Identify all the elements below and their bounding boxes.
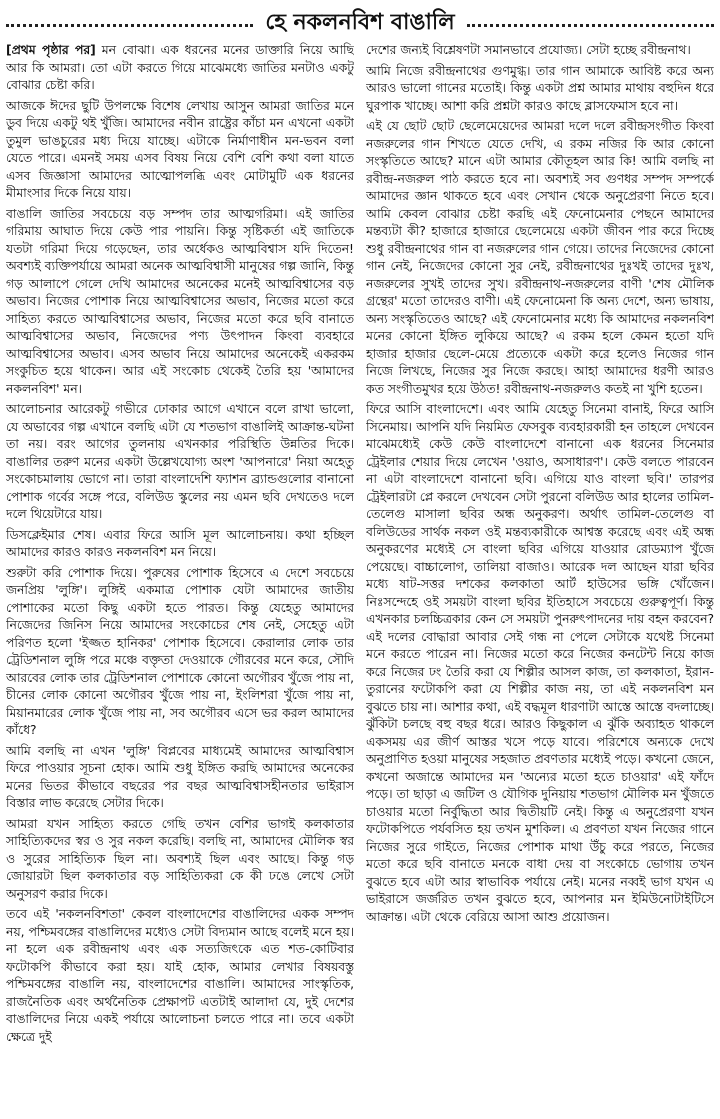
article-body xyxy=(6,42,714,1117)
header-dotted-rule-right xyxy=(467,24,714,27)
paragraph-text: ফিরে আসি বাংলাদেশে। এবং আমি যেহেতু সিনেমা বানাই, ফিরে আসি সিনেমায়। আপনি যদি নিয়মিত ফেসবুক ব্যবহারকারী হন তাহলে দেখবেন মাঝেমধ্যেই কেউ কেউ বাংলাদেশে বানানো এক ধরনের সিনেমার ট্রেইলার শেয়ার দিয়ে লেখেন 'ওয়াও, অসাধারণ'। কেউ বলতে পারবেন না এটা বাংলাদেশে বানানো ছবি। এগিয়ে যাও বাংলা ছবি।' তারপর ট্রেইলারটা প্লে করলে দেখবেন সেটা পুরনো বলিউড আর হালের তামিল-তেলেগু মাসালা ছবির অন্ধ অনুকরণ। অর্থাৎ তামিল-তেলেগু বা বলিউডের সার্থক নকল ওই মন্তব্যকারীকে আশ্বস্ত করেছে এবং এই অন্ধ অনুকরণের মধ্যেই সে বাংলা ছবির এগিয়ে যাওয়ার রোডম্যাপ খুঁজে পেয়েছে। বাচ্চালোগ, তালিয়া বাজাও। আরেক দল আছেন যারা ছবির মধ্যে ষাট-সত্তর দশকের কলকাতা আর্ট হাউসের ভঙ্গি খোঁজেন। নিঃসন্দেহে ওই সময়টা বাংলা ছবির ইতিহাসে সবচেয়ে গুরুত্বপূর্ণ। কিন্তু এখনকার চলচ্চিত্রকার কেন সে সময়টা পুনরুৎপাদনের দায় বহন করবেন? এই দলের বোদ্ধারা আবার সেই গন্ধ না পেলে সেটাকে যথেষ্ট সিনেমা মনে করতে পারেন না। নিজের মতো করে নিজের কনটেন্ট নিয়ে কাজ করে নিজের ঢং তৈরি করা যে শিল্পীর আসল কাজ, তা কলকাতা, ইরান-তুরানের ফটোকপি করা যে শিল্পীর কাজ নয়, তা এই নকলনবিশ মন বুঝতে চায় না। আশার কথা, এই বদ্ধমূল ধারণাটা আস্তে আস্তে বদলাচ্ছে। ঝুঁকিটা চলছে বহু বছর ধরে। আরও কিছুকাল এ ঝুঁকি অব্যাহত থাকলে একসময় এর জীর্ণ আস্তর খসে পড়ে যাবে। পরিশেষে অন্যকে দেখে অনুপ্রাণিত হওয়া মানুষের সহজাত প্রবণতার মধ্যেই পড়ে। কখনো জেনে, কখনো অজান্তে আমাদের মন 'অন্যের মতো হতে চাওয়ার' এই ফাঁদে পড়ে। তা ছাড়া এ জটিল ও যৌগিক দুনিয়ায় শতভাগ মৌলিক মন খুঁজতে চাওয়ার মতো নির্বুদ্ধিতা আর দ্বিতীয়টি নেই। কিন্তু এ অনুপ্রেরণা যখন ফটোকপিতে পর্যবসিত হয় তখন মুশকিল। এ প্রবণতা যখন নিজের গানে নিজের সুরে গাইতে, নিজের পোশাক মাথা উঁচু করে পরতে, নিজের মতো করে ছবি বানাতে মনকে বাধা দেয় বা সংকোচে ভোগায় তখন বুঝতে হবে এটা আর স্বাভাবিক পর্যায়ে নেই। মনের নব্বই ভাগ যখন এ ভাইরাসে জর্জরিত তখন বুঝতে হবে, আপনার মন ইমিউনোটাইটিসে আক্রান্ত। এটা থেকে বেরিয়ে আসা আশু প্রয়োজন। xyxy=(366,402,714,924)
article-paragraph xyxy=(366,401,714,926)
article-paragraph xyxy=(6,527,354,562)
article-paragraph xyxy=(6,906,354,1046)
article-column-right xyxy=(366,42,714,1117)
paragraph-text: আমরা যখন সাহিত্য করতে গেছি তখন বেশির ভাগই কলকাতার সাহিত্যিকদের স্বর ও সুর নকল করেছি। বলছি না, আমাদের মৌলিক স্বর ও সুরের সাহিত্যিক ছিল না। অবশ্যই ছিল এবং আছে। কিন্তু গড় জোয়ারটা ছিল কলকাতার বড় সাহিত্যিকরা কে কী ঢঙে লেখে সেটা অনুসরণ করার দিকে। xyxy=(6,816,354,901)
paragraph-text: শুরুটা করি পোশাক দিয়ে। পুরুষের পোশাক হিসেবে এ দেশে সবচেয়ে জনপ্রিয় 'লুঙ্গি'। লুঙ্গিই একমাত্র পোশাক যেটা আমাদের জাতীয় পোশাকের মতো কিছু একটা হতে পারত। কিন্তু যেহেতু আমাদের নিজেদের জিনিস নিয়ে আমাদের সংকোচের শেষ নেই, সেহেতু এটা পরিণত হলো 'ইজ্জত হানিকর' পোশাক হিসেবে। কেরালার লোক তার ট্রেডিশনাল লুঙ্গি পরে মঞ্চে বক্তৃতা দেওয়াকে গৌরবের মনে করে, সৌদি আরবের লোক তার ট্রেডিশনাল পোশাকে কোনো অগৌরব খুঁজে পায় না, চীনের লোক কোনো অগৌরব খুঁজে পায় না, ইংলিশরা খুঁজে পায় না, মিয়ানমারের লোক খুঁজে পায় না, সব অগৌরব এসে ভর করল আমাদের কাঁধে? xyxy=(6,565,354,737)
article-header xyxy=(6,6,714,40)
article-paragraph xyxy=(366,42,714,60)
article-paragraph xyxy=(6,401,354,524)
paragraph-text: আমি নিজে রবীন্দ্রনাথের গুণমুগ্ধ। তার গান আমাকে আবিষ্ট করে অন্য আরও ভালো গানের মতোই। কিন্তু একটা প্রশ্ন আমার মাথায় বহুদিন ধরে ঘুরপাক খাচ্ছে। আশা করি প্রশ্নটা কারও কাছে ব্লাসফেমাস হবে না। xyxy=(366,63,714,113)
article-headline: হে নকলনবিশ বাঙালি xyxy=(265,8,455,35)
article-paragraph xyxy=(6,42,354,95)
article-column-left xyxy=(6,42,354,1117)
paragraph-text: আলোচনার আরেকটু গভীরে ঢোকার আগে এখানে বলে রাখা ভালো, যে অভাবের গল্প এখানে বলছি এটা যে শতভাগ বাঙালিই আক্রান্ত-ঘটনা তা নয়। বরং আগের তুলনায় এখনকার পরিস্থিতি উন্নতির দিকে। বাঙালির তরুণ মনের একটা উল্লেখযোগ্য অংশ 'আপনারে' নিয়া অহেতু সংকোচমালায় ভোগে না। তারা বাংলাদেশি ফ্যাশন ব্র্যান্ডগুলোর বানানো পোশাক গর্বের সঙ্গে পরে, বলিউড স্কুলের নয় এমন ছবি দেখতেও দলে দলে থিয়েটারে যায়। xyxy=(6,402,354,521)
article-paragraph xyxy=(6,816,354,904)
paragraph-text: এই যে ছোট ছোট ছেলেমেয়েদের আমরা দলে দলে রবীন্দ্রসংগীত কিংবা নজরুলের গান শিখতে যেতে দেখি, এ রকম নজির কি আর কোনো সংস্কৃতিতে আছে? মানে এটা আমার কৌতূহল আর কি! আমি বলছি না রবীন্দ্র-নজরুল পাঠ করতে হবে না। অবশ্যই সব গুণধর সম্পদ সম্পর্কে আমাদের জ্ঞান থাকতে হবে এবং সেখান থেকে অনুপ্রেরণা নিতে হবে। আমি কেবল বোঝার চেষ্টা করছি এই ফেনোমেনার পেছনে আমাদের মন্তব্যটা কী? হাজারে হাজারে ছেলেমেয়ে একটা জীবন পার করে দিচ্ছে শুধু রবীন্দ্রনাথের গান বা নজরুলের গান গেয়ে। তাদের নিজেদের কোনো গান নেই, নিজেদের কোনো সুর নেই, রবীন্দ্রনাথের দুঃখই তাদের দুঃখ, নজরুলের সুখই তাদের সুখ। রবীন্দ্রনাথ-নজরুলের বাণী 'শেষ মৌলিক গ্রন্থের' মতো তাদেরও বাণী। এই ফেনোমেনা কি অন্য দেশে, অন্য ভাষায়, অন্য সংস্কৃতিতেও আছে? এই ফেনোমেনার মধ্যে কি আমাদের নকলনবিশ মনের কোনো ইঙ্গিত লুকিয়ে আছে? এ রকম হলে কেমন হতো যদি হাজার হাজার ছেলে-মেয়ে প্রত্যেকে একটা করে হলেও নিজের গান নিজে লিখছে, নিজের সুর নিজে করছে। আহা আমাদের ধরণী আরও কত সংগীতমুখর হয়ে উঠত! রবীন্দ্রনাথ-নজরুলও কতই না খুশি হতেন। xyxy=(366,119,714,396)
paragraph-text: বাঙালি জাতির সবচেয়ে বড় সম্পদ তার আত্মগরিমা। এই জাতির গরিমায় আঘাত দিয়ে কেউ পার পায়নি। কিন্তু সৃষ্টিকর্তা এই জাতিকে যতটা গরিমা দিয়ে গড়েছেন, তার অর্ধেকও আত্মবিশ্বাস যদি দিতেন! অবশ্যই ব্যক্তিপর্যায়ে আমরা অনেক আত্মবিশ্বাসী মানুষের গল্প জানি, কিন্তু গড় আলাপে গেলে দেখি আমাদের অনেকের মনেই আত্মবিশ্বাসের বড় অভাব। নিজের পোশাক নিয়ে আত্মবিশ্বাসের অভাব, নিজের মতো করে সাহিত্য করতে আত্মবিশ্বাসের অভাব, নিজের মতো করে ছবি বানাতে আত্মবিশ্বাসের অভাব, নিজেদের পণ্য উৎপাদন কিংবা ব্যবহারে আত্মবিশ্বাসের অভাব। এসব অভাব নিয়ে আমাদের অনেকেই একরকম সংকুচিত হয়ে থাকেন। আর এই সংকোচ থেকেই তৈরি হয় 'আমাদের নকলনবিশ' মন। xyxy=(6,206,354,396)
paragraph-text: তবে এই 'নকলনবিশতা' কেবল বাংলাদেশের বাঙালিদের একক সম্পদ নয়, পশ্চিমবঙ্গের বাঙালিদের মধ্যেও সেটা বিদ্যমান আছে বলেই মনে হয়। না হলে এক রবীন্দ্রনাথ এবং এক সত্যজিৎকে এত শত-কোটিবার ফটোকপি কীভাবে করা হয়। যাই হোক, আমার লেখার বিষয়বস্তু পশ্চিমবঙ্গের বাঙালি নয়, বাংলাদেশের বাঙালি। আমাদের সাংস্কৃতিক, রাজনৈতিক এবং অর্থনৈতিক প্রেক্ষাপট এতটাই আলাদা যে, দুই দেশের বাঙালিদের নিয়ে একই পর্যায়ে আলোচনা চলতে পারে না। তবে একটা ক্ষেত্রে দুই xyxy=(6,907,354,1044)
article-paragraph xyxy=(366,118,714,398)
paragraph-text: দেশের জন্যই বিশ্লেষণটা সমানভাবে প্রযোজ্য। সেটা হচ্ছে রবীন্দ্রনাথ। xyxy=(366,43,691,57)
paragraph-text: আজকে ঈদের ছুটি উপলক্ষে বিশেষ লেখায় আসুন আমরা জাতির মনে ডুব দিয়ে একটু থই খুঁজি। আমাদের নবীন রাষ্ট্রের কাঁচা মন এখনো একটা তুমুল ভাঙচুরের মধ্য দিয়ে যাচ্ছে। এটাকে নির্মাণাধীন মন-ভবন বলা যেতে পারে। এমনই সময় এসব বিষয় নিয়ে বেশি বেশি কথা বলা যাতে এসব জিজ্ঞাসা আমাদের আত্মোপলব্ধি এবং মোটামুটি এক ধরনের মীমাংসার দিকে নিয়ে যায়। xyxy=(6,98,354,200)
article-paragraph xyxy=(6,206,354,399)
article-paragraph xyxy=(6,98,354,203)
continuation-marker: [প্রথম পৃষ্ঠার পর] xyxy=(6,43,96,57)
article-paragraph xyxy=(6,565,354,740)
header-dotted-rule-left xyxy=(6,24,253,27)
paragraph-text: আমি বলছি না এখন 'লুঙ্গি' বিপ্লবের মাধ্যমেই আমাদের আত্মবিশ্বাস ফিরে পাওয়ার সূচনা হোক। আমি শুধু ইঙ্গিত করছি আমাদের অনেকের মনের ভিতর কীভাবে বছরের পর বছর আত্মবিশ্বাসহীনতার ভাইরাস বিস্তার লাভ করেছে সেটার দিকে। xyxy=(6,743,354,810)
paragraph-text: ডিসক্লেইমার শেষ। এবার ফিরে আসি মূল আলোচনায়। কথা হচ্ছিল আমাদের কারও কারও নকলনবিশ মন নিয়ে। xyxy=(6,527,354,559)
article-paragraph xyxy=(366,63,714,116)
article-paragraph xyxy=(6,743,354,813)
paragraph-text: মন বোঝা। এক ধরনের মনের ডাক্তারি নিয়ে আছি আর কি আমরা। তো এটা করতে গিয়ে মাঝেমধ্যে জাতির মনটাও একটু বোঝার চেষ্টা করি। xyxy=(6,43,354,92)
